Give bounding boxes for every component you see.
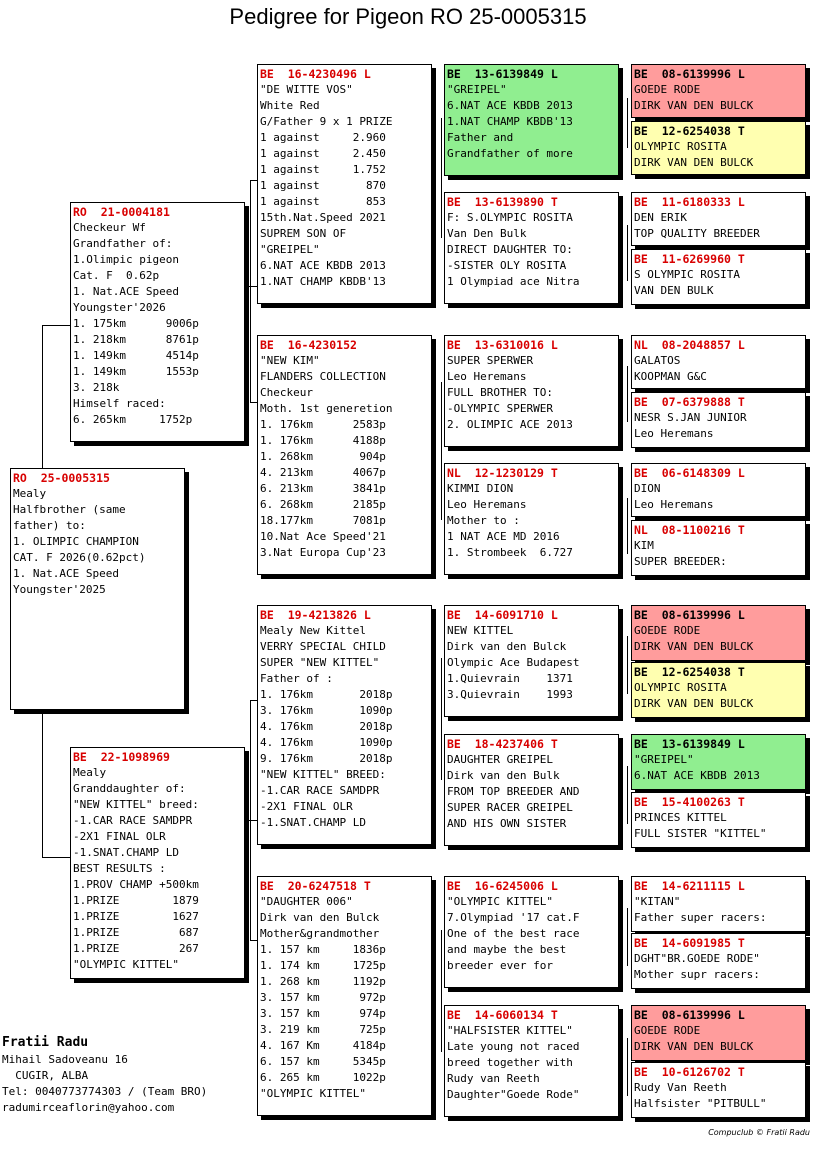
pedigree-line: 1.PRIZE 687 xyxy=(73,926,199,939)
connector-line xyxy=(441,382,442,520)
pedigree-line: "OLYMPIC KITTEL" xyxy=(260,1087,366,1100)
ring-number: BE 19-4213826 L xyxy=(260,608,371,622)
pedigree-line: 1. 149km 1553p xyxy=(73,365,199,378)
pedigree-line: "NEW KITTEL" BREED: xyxy=(260,768,386,781)
pedigree-line: White Red xyxy=(260,99,320,112)
connector-line xyxy=(627,766,628,824)
pedigree-line: GALATOS xyxy=(634,354,681,367)
pedigree-line: "KITAN" xyxy=(634,895,681,908)
pedigree-line: OLYMPIC ROSITA xyxy=(634,681,727,694)
pedigree-line: 1 against 870 xyxy=(260,179,386,192)
ring-number: BE 11-6269960 T xyxy=(634,252,745,266)
pedigree-line: TOP QUALITY BREEDER xyxy=(634,227,760,240)
connector-line xyxy=(441,658,442,780)
pigeon-card-gen4-14 xyxy=(631,933,806,989)
pedigree-line: GOEDE RODE xyxy=(634,624,701,637)
pedigree-line: Father super racers: xyxy=(634,911,767,924)
pedigree-line: OLYMPIC ROSITA xyxy=(634,140,727,153)
pedigree-line: 9. 176km 2018p xyxy=(260,752,393,765)
pedigree-line: 2. OLIMPIC ACE 2013 xyxy=(447,418,573,431)
pedigree-line: Dirk van den Bulck xyxy=(260,911,380,924)
pedigree-line: 6. 265 km 1022p xyxy=(260,1071,386,1084)
ring-number: BE 12-6254038 T xyxy=(634,124,745,138)
pedigree-line: FLANDERS COLLECTION xyxy=(260,370,386,383)
pedigree-line: BEST RESULTS : xyxy=(73,862,166,875)
pedigree-line: 1. 176km 2583p xyxy=(260,418,386,431)
ring-number: NL 08-2048857 L xyxy=(634,338,745,352)
pedigree-line: 1. 176km 2018p xyxy=(260,688,393,701)
connector-line xyxy=(627,366,628,422)
pigeon-card-dam-dam-dam xyxy=(444,1005,619,1117)
pedigree-line: 1.PRIZE 1879 xyxy=(73,894,199,907)
pedigree-line: DIRECT DAUGHTER TO: xyxy=(447,243,573,256)
connector-line xyxy=(42,325,43,468)
pedigree-line: 3.Quievrain 1993 xyxy=(447,688,573,701)
pedigree-line: Youngster'2026 xyxy=(73,301,166,314)
pedigree-line: 3. 157 km 972p xyxy=(260,991,386,1004)
pedigree-line: Mother&grandmother xyxy=(260,927,380,940)
pedigree-line: Mealy xyxy=(13,487,47,500)
pedigree-line: Late young not raced xyxy=(447,1040,580,1053)
pedigree-line: 1 against 2.960 xyxy=(260,131,386,144)
ring-number: BE 11-6180333 L xyxy=(634,195,745,209)
pedigree-line: 10.Nat Ace Speed'21 xyxy=(260,530,386,543)
pedigree-line: "GREIPEL" xyxy=(260,243,320,256)
pedigree-line: 1. 175km 9006p xyxy=(73,317,199,330)
ring-number: BE 06-6148309 L xyxy=(634,466,745,480)
pedigree-line: 6. 157 km 5345p xyxy=(260,1055,386,1068)
ring-number: BE 15-4100263 T xyxy=(634,795,745,809)
ring-number: BE 12-6254038 T xyxy=(634,665,745,679)
pedigree-line: 3. 157 km 974p xyxy=(260,1007,386,1020)
pigeon-card-dam-sire xyxy=(257,605,432,845)
pigeon-card-sire-sire-sire xyxy=(444,64,619,176)
pedigree-line: 1. 218km 8761p xyxy=(73,333,199,346)
owner-name: Fratii Radu xyxy=(2,1035,89,1050)
pigeon-card-gen4-4 xyxy=(631,249,806,305)
pedigree-line: 1. Nat.ACE Speed xyxy=(13,567,119,580)
pedigree-line: Halfbrother (same xyxy=(13,503,126,516)
pedigree-line: One of the best race xyxy=(447,927,580,940)
pedigree-line: 1. OLIMPIC CHAMPION xyxy=(13,535,139,548)
pedigree-line: Grandfather of more xyxy=(447,147,573,160)
pedigree-line: 6. 213km 3841p xyxy=(260,482,386,495)
pedigree-line: -1.CAR RACE SAMDPR xyxy=(260,784,380,797)
connector-line xyxy=(627,498,628,554)
pedigree-line: 1.PROV CHAMP +500km xyxy=(73,878,199,891)
ring-number: BE 13-6310016 L xyxy=(447,338,558,352)
pedigree-line: father) to: xyxy=(13,519,86,532)
ring-number: BE 13-6139849 L xyxy=(634,737,745,751)
pedigree-line: VERRY SPECIAL CHILD xyxy=(260,640,386,653)
ring-number: BE 14-6091985 T xyxy=(634,936,745,950)
pigeon-card-gen4-2 xyxy=(631,121,806,175)
pedigree-line: DGHT"BR.GOEDE RODE" xyxy=(634,952,760,965)
pedigree-line: S OLYMPIC ROSITA xyxy=(634,268,740,281)
ring-number: BE 22-1098969 xyxy=(73,750,170,764)
pedigree-line: Father and xyxy=(447,131,514,144)
pedigree-line: Grandfather of: xyxy=(73,237,173,250)
pedigree-line: Mealy New Kittel xyxy=(260,624,366,637)
pedigree-line: SUPREM SON OF xyxy=(260,227,347,240)
pedigree-line: NEW KITTEL xyxy=(447,624,514,637)
pedigree-line: Halfsister "PITBULL" xyxy=(634,1097,767,1110)
pedigree-line: 1.PRIZE 1627 xyxy=(73,910,199,923)
pedigree-line: F: S.OLYMPIC ROSITA xyxy=(447,211,573,224)
pedigree-line: 1 against 1.752 xyxy=(260,163,386,176)
connector-line xyxy=(627,225,628,281)
pigeon-card-subject xyxy=(10,468,185,710)
connector-line xyxy=(42,857,72,858)
pedigree-line: 1.NAT CHAMP KBDB'13 xyxy=(447,115,573,128)
pedigree-line: FROM TOP BREEDER AND xyxy=(447,785,580,798)
connector-line xyxy=(627,1038,628,1096)
ring-number: RO 25-0005315 xyxy=(13,471,110,485)
pedigree-line: 6. 265km 1752p xyxy=(73,413,193,426)
pedigree-line: 6.NAT ACE KBDB 2013 xyxy=(447,99,573,112)
pigeon-card-dam-dam xyxy=(257,876,432,1116)
pedigree-line: -1.SNAT.CHAMP LD xyxy=(73,846,179,859)
ring-number: BE 13-6139849 L xyxy=(447,67,558,81)
pedigree-line: Moth. 1st generetion xyxy=(260,402,393,415)
pedigree-line: DEN ERIK xyxy=(634,211,687,224)
pigeon-card-sire-dam-sire xyxy=(444,335,619,447)
pedigree-line: Father of : xyxy=(260,672,333,685)
pedigree-line: KOOPMAN G&C xyxy=(634,370,707,383)
page-title: Pedigree for Pigeon RO 25-0005315 xyxy=(229,4,587,29)
pedigree-line: 4. 167 Km 4184p xyxy=(260,1039,386,1052)
pedigree-line: "OLYMPIC KITTEL" xyxy=(447,895,553,908)
ring-number: BE 14-6211115 L xyxy=(634,879,745,893)
owner-address-city: CUGIR, ALBA xyxy=(2,1069,89,1082)
pigeon-card-gen4-16 xyxy=(631,1062,806,1118)
pedigree-line: PRINCES KITTEL xyxy=(634,811,727,824)
pedigree-line: "NEW KIM" xyxy=(260,354,320,367)
ring-number: BE 16-4230496 L xyxy=(260,67,371,81)
connector-line xyxy=(627,636,628,694)
pedigree-line: 1. 149km 4514p xyxy=(73,349,199,362)
pedigree-line: Youngster'2025 xyxy=(13,583,106,596)
pedigree-line: GOEDE RODE xyxy=(634,83,701,96)
pedigree-line: 7.Olympiad '17 cat.F xyxy=(447,911,580,924)
pedigree-line: Checkeur Wf xyxy=(73,221,146,234)
pedigree-line: Leo Heremans xyxy=(634,427,714,440)
ring-number: BE 14-6091710 L xyxy=(447,608,558,622)
pedigree-line: "NEW KITTEL" breed: xyxy=(73,798,199,811)
pedigree-line: 1. 176km 4188p xyxy=(260,434,386,447)
pigeon-card-gen4-9 xyxy=(631,605,806,661)
pedigree-line: SUPER "NEW KITTEL" xyxy=(260,656,380,669)
ring-number: BE 13-6139890 T xyxy=(447,195,558,209)
connector-line xyxy=(250,700,251,940)
pedigree-line: "HALFSISTER KITTEL" xyxy=(447,1024,573,1037)
connector-line xyxy=(42,712,43,857)
connector-line xyxy=(42,325,72,326)
connector-line xyxy=(441,118,442,238)
pedigree-line: VAN DEN BULK xyxy=(634,284,714,297)
ring-number: BE 14-6060134 T xyxy=(447,1008,558,1022)
pedigree-line: -2X1 FINAL OLR xyxy=(73,830,166,843)
pedigree-line: 6.NAT ACE KBDB 2013 xyxy=(634,769,760,782)
pedigree-line: 1. Nat.ACE Speed xyxy=(73,285,179,298)
ring-number: BE 08-6139996 L xyxy=(634,608,745,622)
pigeon-card-gen4-7 xyxy=(631,463,806,517)
pedigree-line: NESR S.JAN JUNIOR xyxy=(634,411,747,424)
pigeon-card-dam xyxy=(70,747,245,979)
ring-number: BE 08-6139996 L xyxy=(634,67,745,81)
pedigree-line: 1. 157 km 1836p xyxy=(260,943,386,956)
pedigree-line: 4. 176km 1090p xyxy=(260,736,393,749)
pedigree-line: Mealy xyxy=(73,766,107,779)
pedigree-line: DAUGHTER GREIPEL xyxy=(447,753,553,766)
pigeon-card-sire-sire xyxy=(257,64,432,304)
pedigree-line: SUPER SPERWER xyxy=(447,354,534,367)
pedigree-line: 1. Strombeek 6.727 xyxy=(447,546,573,559)
pedigree-line: KIMMI DION xyxy=(447,482,514,495)
pedigree-line: 3. 218k xyxy=(73,381,120,394)
pedigree-line: Mother supr racers: xyxy=(634,968,760,981)
pedigree-line: CAT. F 2026(0.62pct) xyxy=(13,551,146,564)
pedigree-line: 1 Olympiad ace Nitra xyxy=(447,275,580,288)
connector-line xyxy=(627,908,628,966)
pedigree-line: 6.NAT ACE KBDB 2013 xyxy=(260,259,386,272)
ring-number: BE 10-6126702 T xyxy=(634,1065,745,1079)
pedigree-line: KIM xyxy=(634,539,654,552)
pedigree-line: 1.NAT CHAMP KBDB'13 xyxy=(260,275,386,288)
pedigree-line: 3. 176km 1090p xyxy=(260,704,393,717)
pedigree-line: Leo Heremans xyxy=(447,498,527,511)
pigeon-card-gen4-1 xyxy=(631,64,806,118)
pedigree-line: 1.PRIZE 267 xyxy=(73,942,199,955)
ring-number: BE 16-6245006 L xyxy=(447,879,558,893)
pedigree-line: -1.SNAT.CHAMP LD xyxy=(260,816,366,829)
pedigree-line: "DE WITTE VOS" xyxy=(260,83,353,96)
pedigree-line: 1.Olimpic pigeon xyxy=(73,253,179,266)
pedigree-line: 3. 219 km 725p xyxy=(260,1023,386,1036)
pedigree-line: FULL BROTHER TO: xyxy=(447,386,553,399)
pedigree-line: AND HIS OWN SISTER xyxy=(447,817,567,830)
pedigree-line: Himself raced: xyxy=(73,397,166,410)
pedigree-line: Van Den Bulk xyxy=(447,227,527,240)
pedigree-line: Leo Heremans xyxy=(447,370,527,383)
pedigree-line: Daughter"Goede Rode" xyxy=(447,1088,580,1101)
pedigree-line: FULL SISTER "KITTEL" xyxy=(634,827,767,840)
pigeon-card-dam-dam-sire xyxy=(444,876,619,988)
ring-number: BE 20-6247518 T xyxy=(260,879,371,893)
pedigree-line: -2X1 FINAL OLR xyxy=(260,800,353,813)
pigeon-card-gen4-15 xyxy=(631,1005,806,1061)
connector-line xyxy=(250,180,251,402)
pedigree-line: Cat. F 0.62p xyxy=(73,269,160,282)
pedigree-line: 3.Nat Europa Cup'23 xyxy=(260,546,386,559)
pigeon-card-sire-dam xyxy=(257,335,432,575)
pedigree-line: breed together with xyxy=(447,1056,573,1069)
owner-email[interactable]: radumirceaflorin@yahoo.com xyxy=(2,1101,175,1114)
pedigree-line: Rudy Van Reeth xyxy=(634,1081,727,1094)
pedigree-line: Mother to : xyxy=(447,514,520,527)
ring-number: NL 12-1230129 T xyxy=(447,466,558,480)
pedigree-line: 1 NAT ACE MD 2016 xyxy=(447,530,560,543)
pedigree-line: 1. 268km 904p xyxy=(260,450,386,463)
pedigree-line: SUPER RACER GREIPEL xyxy=(447,801,573,814)
pedigree-line: Rudy van Reeth xyxy=(447,1072,540,1085)
pedigree-line: Granddaughter of: xyxy=(73,782,186,795)
pedigree-line: SUPER BREEDER: xyxy=(634,555,727,568)
pedigree-line: "OLYMPIC KITTEL" xyxy=(73,958,179,971)
pedigree-line: Checkeur xyxy=(260,386,313,399)
pedigree-line: 4. 213km 4067p xyxy=(260,466,386,479)
ring-number: NL 08-1100216 T xyxy=(634,523,745,537)
owner-phone: Tel: 0040773774303 / (Team BRO) xyxy=(2,1085,208,1098)
pedigree-line: 15th.Nat.Speed 2021 xyxy=(260,211,386,224)
pedigree-line: -1.CAR RACE SAMDPR xyxy=(73,814,193,827)
pedigree-line: 1 against 853 xyxy=(260,195,386,208)
pedigree-line: -OLYMPIC SPERWER xyxy=(447,402,553,415)
pedigree-line: breeder ever for xyxy=(447,959,553,972)
pedigree-line: 6. 268km 2185p xyxy=(260,498,386,511)
pedigree-line: Leo Heremans xyxy=(634,498,714,511)
connector-line xyxy=(627,98,628,148)
pedigree-line: 1 against 2.450 xyxy=(260,147,386,160)
pigeon-card-gen4-13 xyxy=(631,876,806,932)
pedigree-line: "DAUGHTER 006" xyxy=(260,895,353,908)
pigeon-card-sire-dam-dam xyxy=(444,463,619,575)
pigeon-card-sire xyxy=(70,202,245,442)
pedigree-line: 1. 174 km 1725p xyxy=(260,959,386,972)
pigeon-card-gen4-11 xyxy=(631,734,806,790)
pedigree-line: "GREIPEL" xyxy=(634,753,694,766)
owner-info xyxy=(2,1034,207,1116)
pedigree-line: Dirk van den Bulk xyxy=(447,769,560,782)
pedigree-line: and maybe the best xyxy=(447,943,567,956)
pedigree-line: "GREIPEL" xyxy=(447,83,507,96)
pedigree-line: G/Father 9 x 1 PRIZE xyxy=(260,115,393,128)
connector-line xyxy=(441,930,442,1052)
ring-number: BE 08-6139996 L xyxy=(634,1008,745,1022)
pigeon-card-gen4-10 xyxy=(631,662,806,718)
ring-number: BE 07-6379888 T xyxy=(634,395,745,409)
ring-number: BE 16-4230152 xyxy=(260,338,357,352)
ring-number: BE 18-4237406 T xyxy=(447,737,558,751)
pedigree-line: -SISTER OLY ROSITA xyxy=(447,259,567,272)
pedigree-line: DION xyxy=(634,482,661,495)
pedigree-line: GOEDE RODE xyxy=(634,1024,701,1037)
pigeon-card-dam-sire-sire xyxy=(444,605,619,717)
pigeon-card-sire-sire-dam xyxy=(444,192,619,304)
pedigree-line: DIRK VAN DEN BULCK xyxy=(634,640,754,653)
pedigree-line: DIRK VAN DEN BULCK xyxy=(634,99,754,112)
pigeon-card-gen4-6 xyxy=(631,392,806,448)
pedigree-line: Olympic Ace Budapest xyxy=(447,656,580,669)
pigeon-card-gen4-8 xyxy=(631,520,806,576)
pedigree-line: 4. 176km 2018p xyxy=(260,720,393,733)
pigeon-card-gen4-3 xyxy=(631,192,806,246)
owner-address-street: Mihail Sadoveanu 16 xyxy=(2,1053,128,1066)
pedigree-line: 18.177km 7081p xyxy=(260,514,386,527)
pedigree-line: DIRK VAN DEN BULCK xyxy=(634,697,754,710)
pigeon-card-gen4-5 xyxy=(631,335,806,389)
copyright-footer: Compuclub © Fratii Radu xyxy=(708,1128,810,1137)
pedigree-line: DIRK VAN DEN BULCK xyxy=(634,156,754,169)
pigeon-card-dam-sire-dam xyxy=(444,734,619,846)
pedigree-line: 1. 268 km 1192p xyxy=(260,975,386,988)
pedigree-line: 1.Quievrain 1371 xyxy=(447,672,573,685)
pedigree-line: Dirk van den Bulck xyxy=(447,640,567,653)
pedigree-line: DIRK VAN DEN BULCK xyxy=(634,1040,754,1053)
pigeon-card-gen4-12 xyxy=(631,792,806,848)
ring-number: RO 21-0004181 xyxy=(73,205,170,219)
